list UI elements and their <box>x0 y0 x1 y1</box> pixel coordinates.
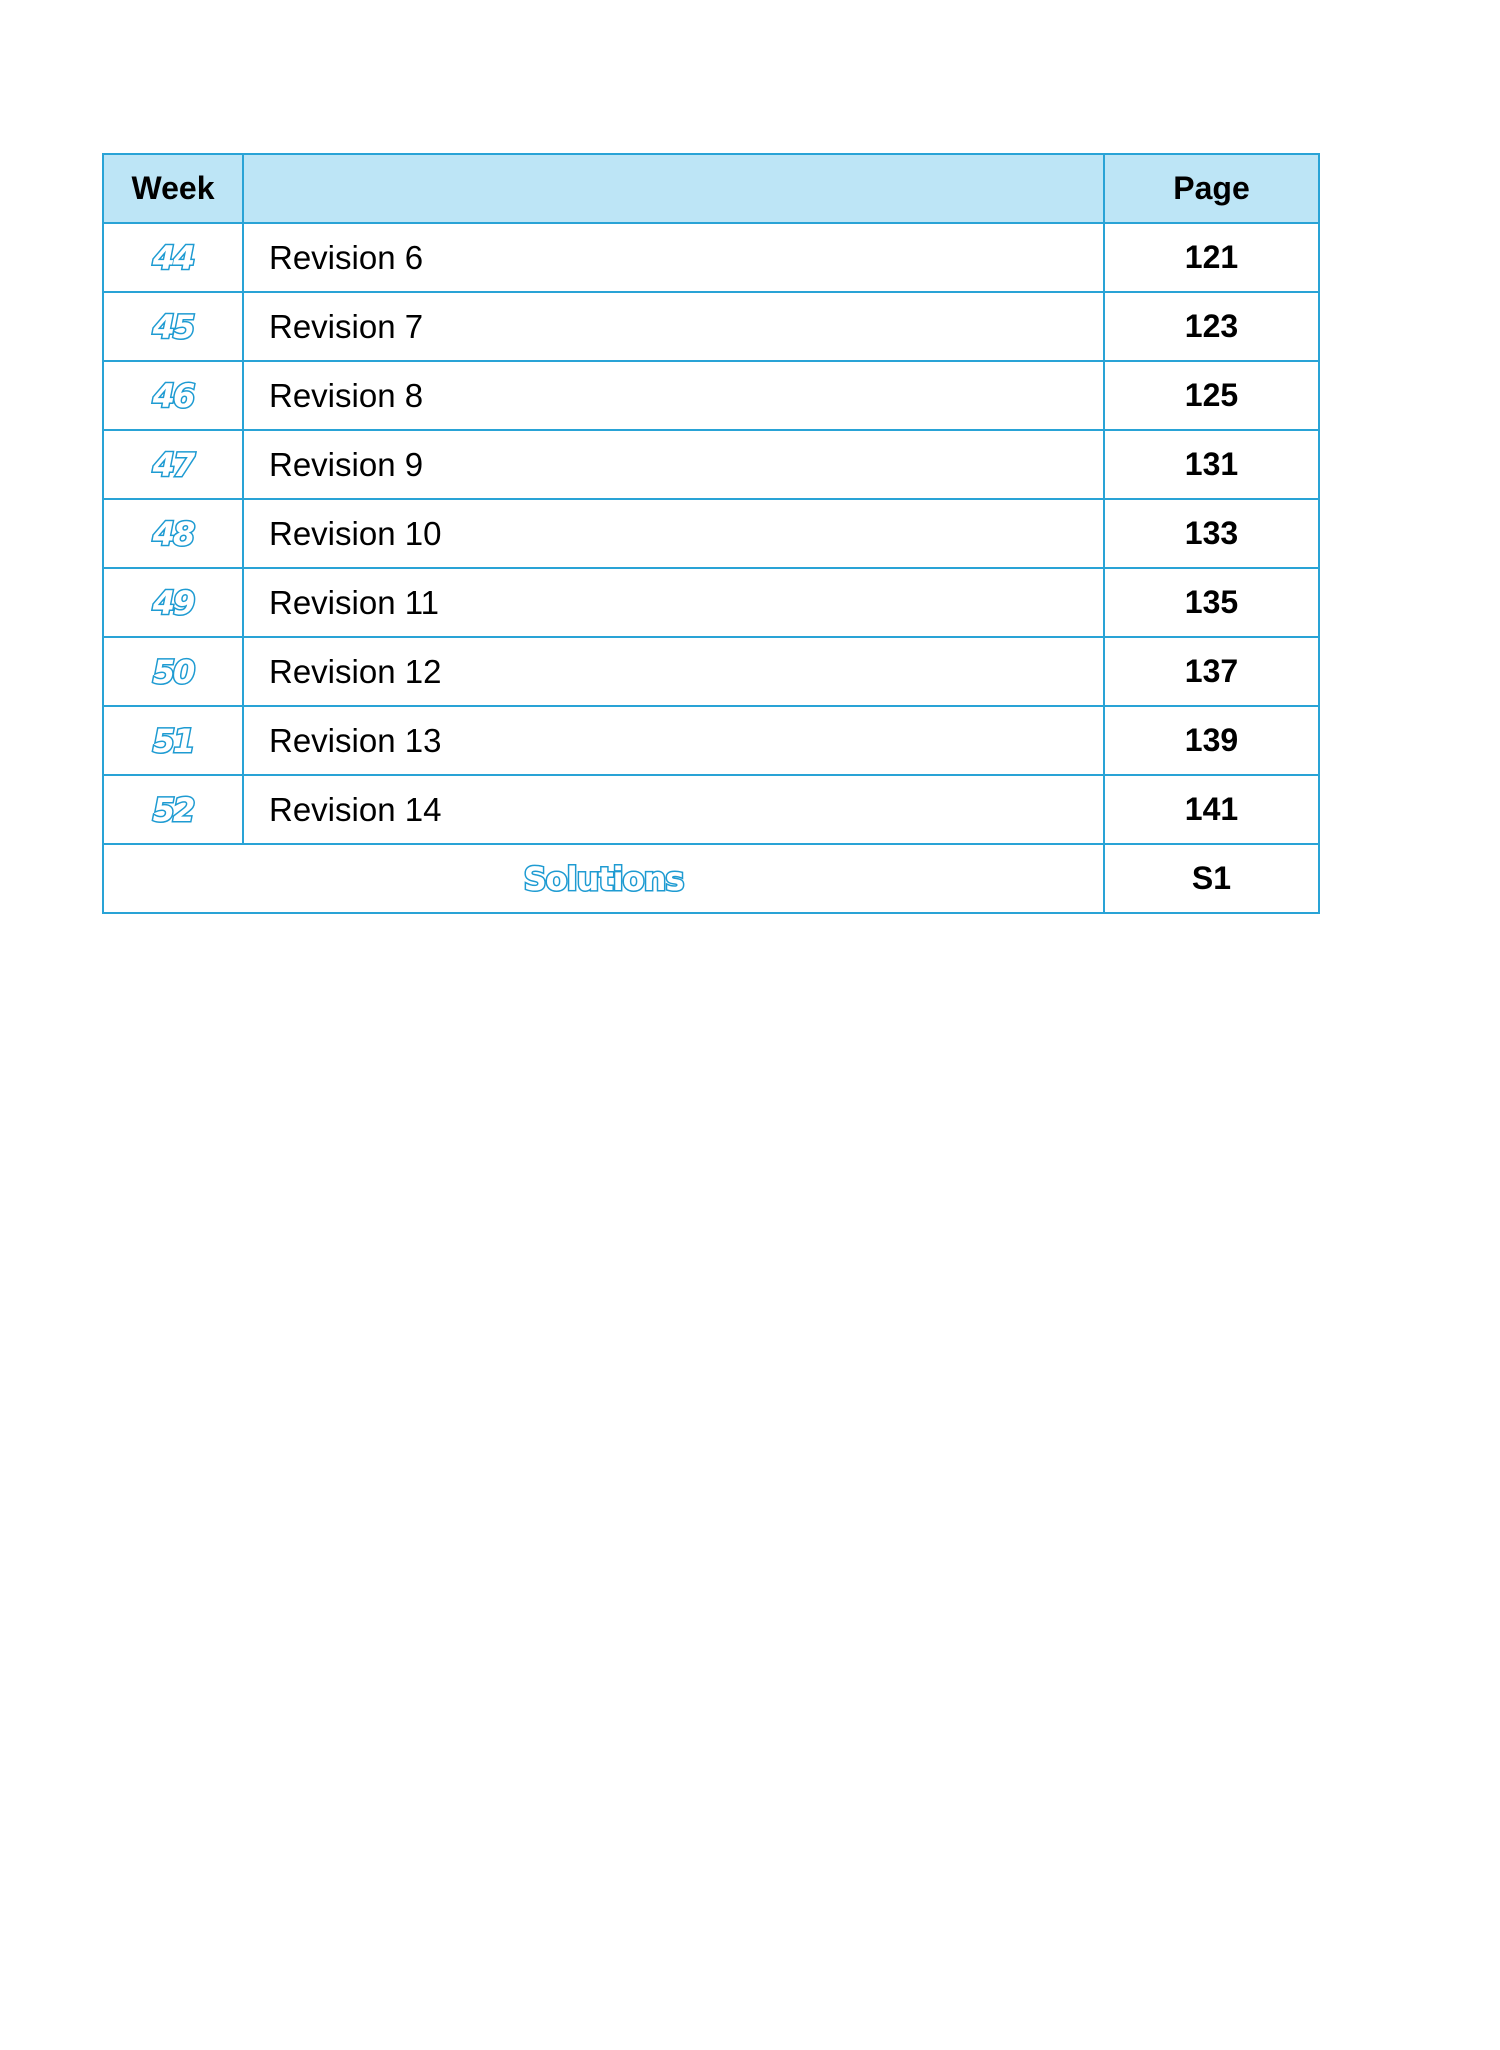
row-page: 139 <box>1104 706 1319 775</box>
row-page: 125 <box>1104 361 1319 430</box>
row-title[interactable]: Revision 9 <box>243 430 1104 499</box>
solutions-row[interactable] <box>103 844 1319 913</box>
row-page: 133 <box>1104 499 1319 568</box>
week-header: Week <box>103 154 243 223</box>
week-number: 50 <box>152 652 194 691</box>
table-row[interactable] <box>103 223 1319 292</box>
week-number: 47 <box>152 445 194 484</box>
row-page: 131 <box>1104 430 1319 499</box>
row-page: 123 <box>1104 292 1319 361</box>
table-row[interactable] <box>103 568 1319 637</box>
title-header <box>243 154 1104 223</box>
solutions-page: S1 <box>1104 844 1319 913</box>
week-number: 51 <box>152 721 194 760</box>
contents-table <box>102 153 1320 914</box>
row-page: 135 <box>1104 568 1319 637</box>
row-title[interactable]: Revision 13 <box>243 706 1104 775</box>
table-row[interactable] <box>103 706 1319 775</box>
row-title[interactable]: Revision 8 <box>243 361 1104 430</box>
solutions-label[interactable]: Solutions <box>523 859 684 898</box>
table-row[interactable] <box>103 430 1319 499</box>
row-page: 121 <box>1104 223 1319 292</box>
header-row <box>103 154 1319 223</box>
row-title[interactable]: Revision 7 <box>243 292 1104 361</box>
row-page: 137 <box>1104 637 1319 706</box>
week-number: 52 <box>152 790 194 829</box>
week-number: 48 <box>152 514 194 553</box>
table-row[interactable] <box>103 292 1319 361</box>
row-title[interactable]: Revision 10 <box>243 499 1104 568</box>
row-page: 141 <box>1104 775 1319 844</box>
row-title[interactable]: Revision 11 <box>243 568 1104 637</box>
table-row[interactable] <box>103 637 1319 706</box>
week-number: 49 <box>152 583 194 622</box>
row-title[interactable]: Revision 6 <box>243 223 1104 292</box>
week-number: 45 <box>152 307 194 346</box>
table-row[interactable] <box>103 499 1319 568</box>
row-title[interactable]: Revision 14 <box>243 775 1104 844</box>
row-title[interactable]: Revision 12 <box>243 637 1104 706</box>
page-header: Page <box>1104 154 1319 223</box>
week-number: 46 <box>152 376 194 415</box>
week-number: 44 <box>152 238 194 277</box>
table-row[interactable] <box>103 775 1319 844</box>
table-row[interactable] <box>103 361 1319 430</box>
